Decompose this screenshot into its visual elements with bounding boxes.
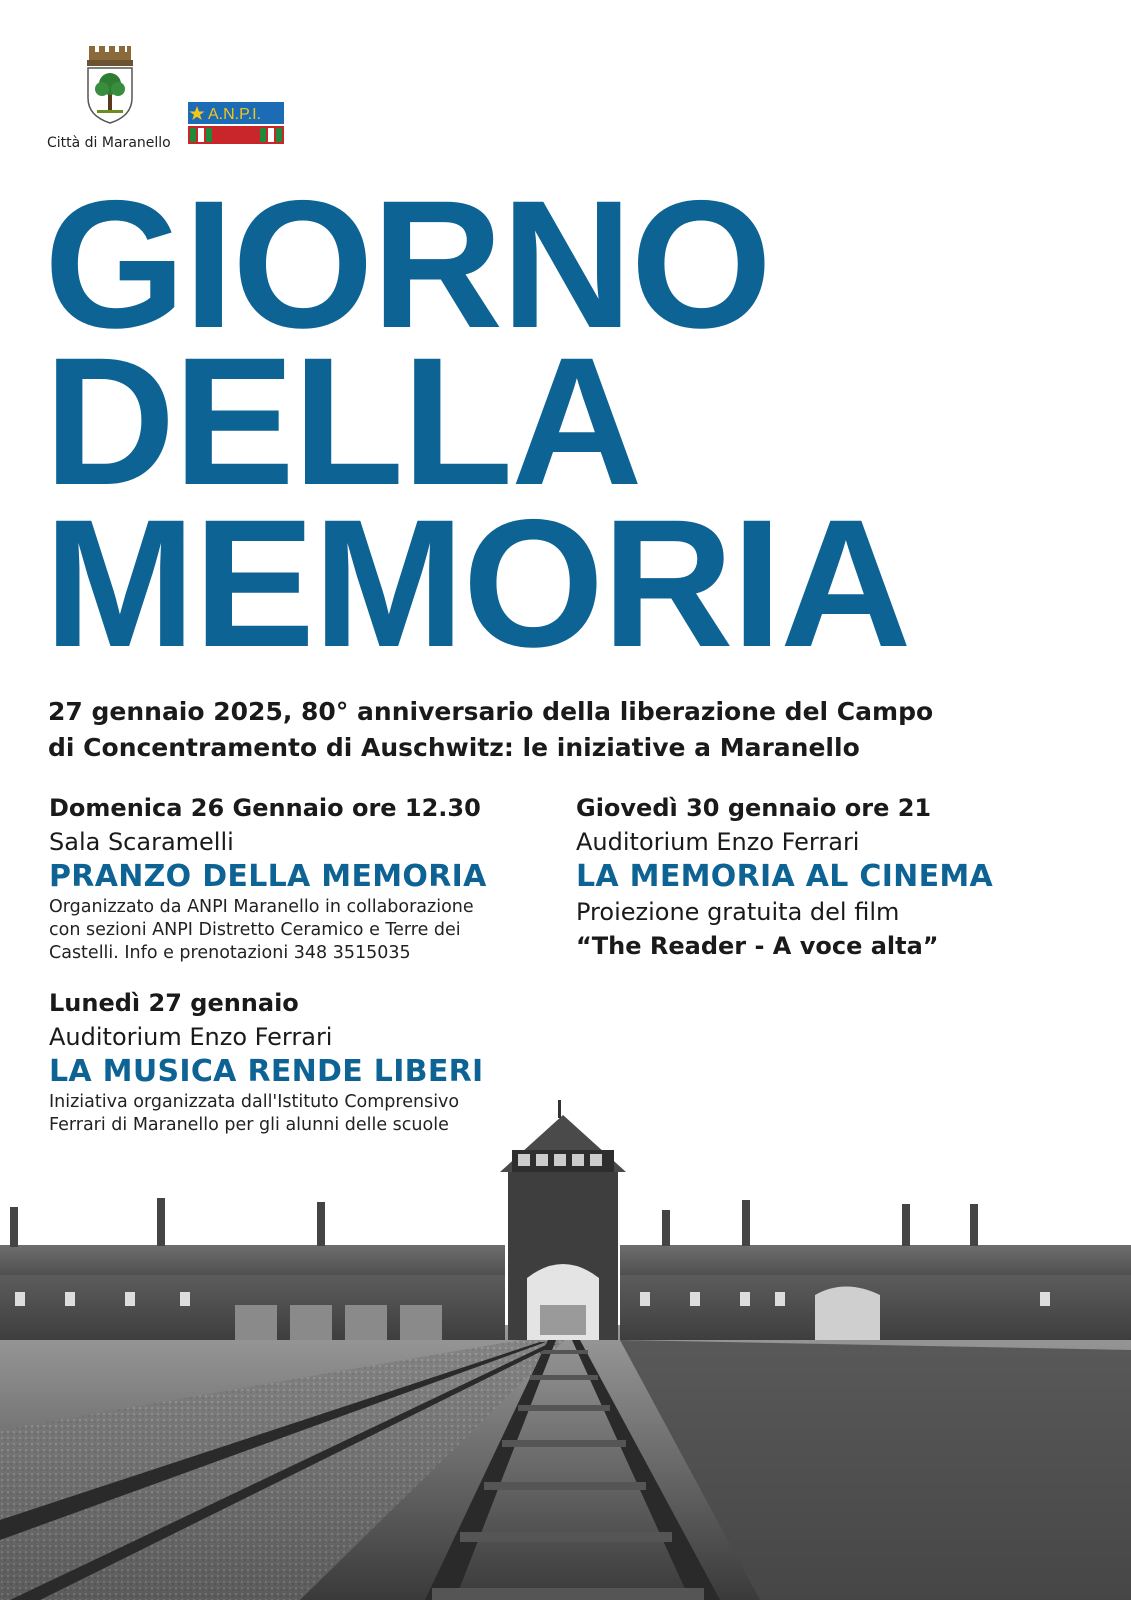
event-name: PRANZO DELLA MEMORIA (49, 859, 487, 894)
event-cinema (576, 790, 993, 963)
event-name: LA MEMORIA AL CINEMA (576, 859, 994, 894)
film-title: “The Reader - A voce alta” (576, 932, 939, 960)
title-line-2: DELLA (44, 319, 641, 523)
event-date: Giovedì 30 gennaio ore 21 (576, 794, 932, 822)
event-place: Auditorium Enzo Ferrari (49, 1023, 333, 1051)
event-place: Auditorium Enzo Ferrari (576, 828, 860, 856)
subtitle-line-1: 27 gennaio 2025, 80° anniversario della liberazione del Campo (48, 697, 934, 726)
event-desc-line: con sezioni ANPI Distretto Ceramico e Terre dei (49, 920, 461, 940)
event-pranzo (49, 790, 487, 965)
anpi-logo-icon (188, 102, 284, 146)
event-name: LA MUSICA RENDE LIBERI (49, 1054, 484, 1089)
event-desc-line: Ferrari di Maranello per gli alunni delle scuole (49, 1115, 449, 1135)
auschwitz-gate-photo (0, 1100, 1131, 1600)
city-name: Città di Maranello (47, 135, 171, 151)
event-place: Sala Scaramelli (49, 828, 234, 856)
event-desc: Proiezione gratuita del film (576, 898, 900, 926)
maranello-crest-icon (83, 46, 137, 124)
event-desc-line: Organizzato da ANPI Maranello in collaborazione (49, 897, 474, 917)
title-line-3: MEMORIA (44, 481, 910, 685)
subtitle-line-2: di Concentramento di Auschwitz: le iniziative a Maranello (48, 733, 860, 762)
event-date: Domenica 26 Gennaio ore 12.30 (49, 794, 481, 822)
anpi-logo-text: A.N.P.I. (208, 106, 262, 123)
event-desc-line: Iniziativa organizzata dall'Istituto Comprensivo (49, 1092, 460, 1112)
title-line-1: GIORNO (44, 162, 771, 366)
event-desc-line: Castelli. Info e prenotazioni 348 3515035 (49, 943, 411, 963)
event-date: Lunedì 27 gennaio (49, 989, 299, 1017)
subtitle (48, 694, 1088, 766)
